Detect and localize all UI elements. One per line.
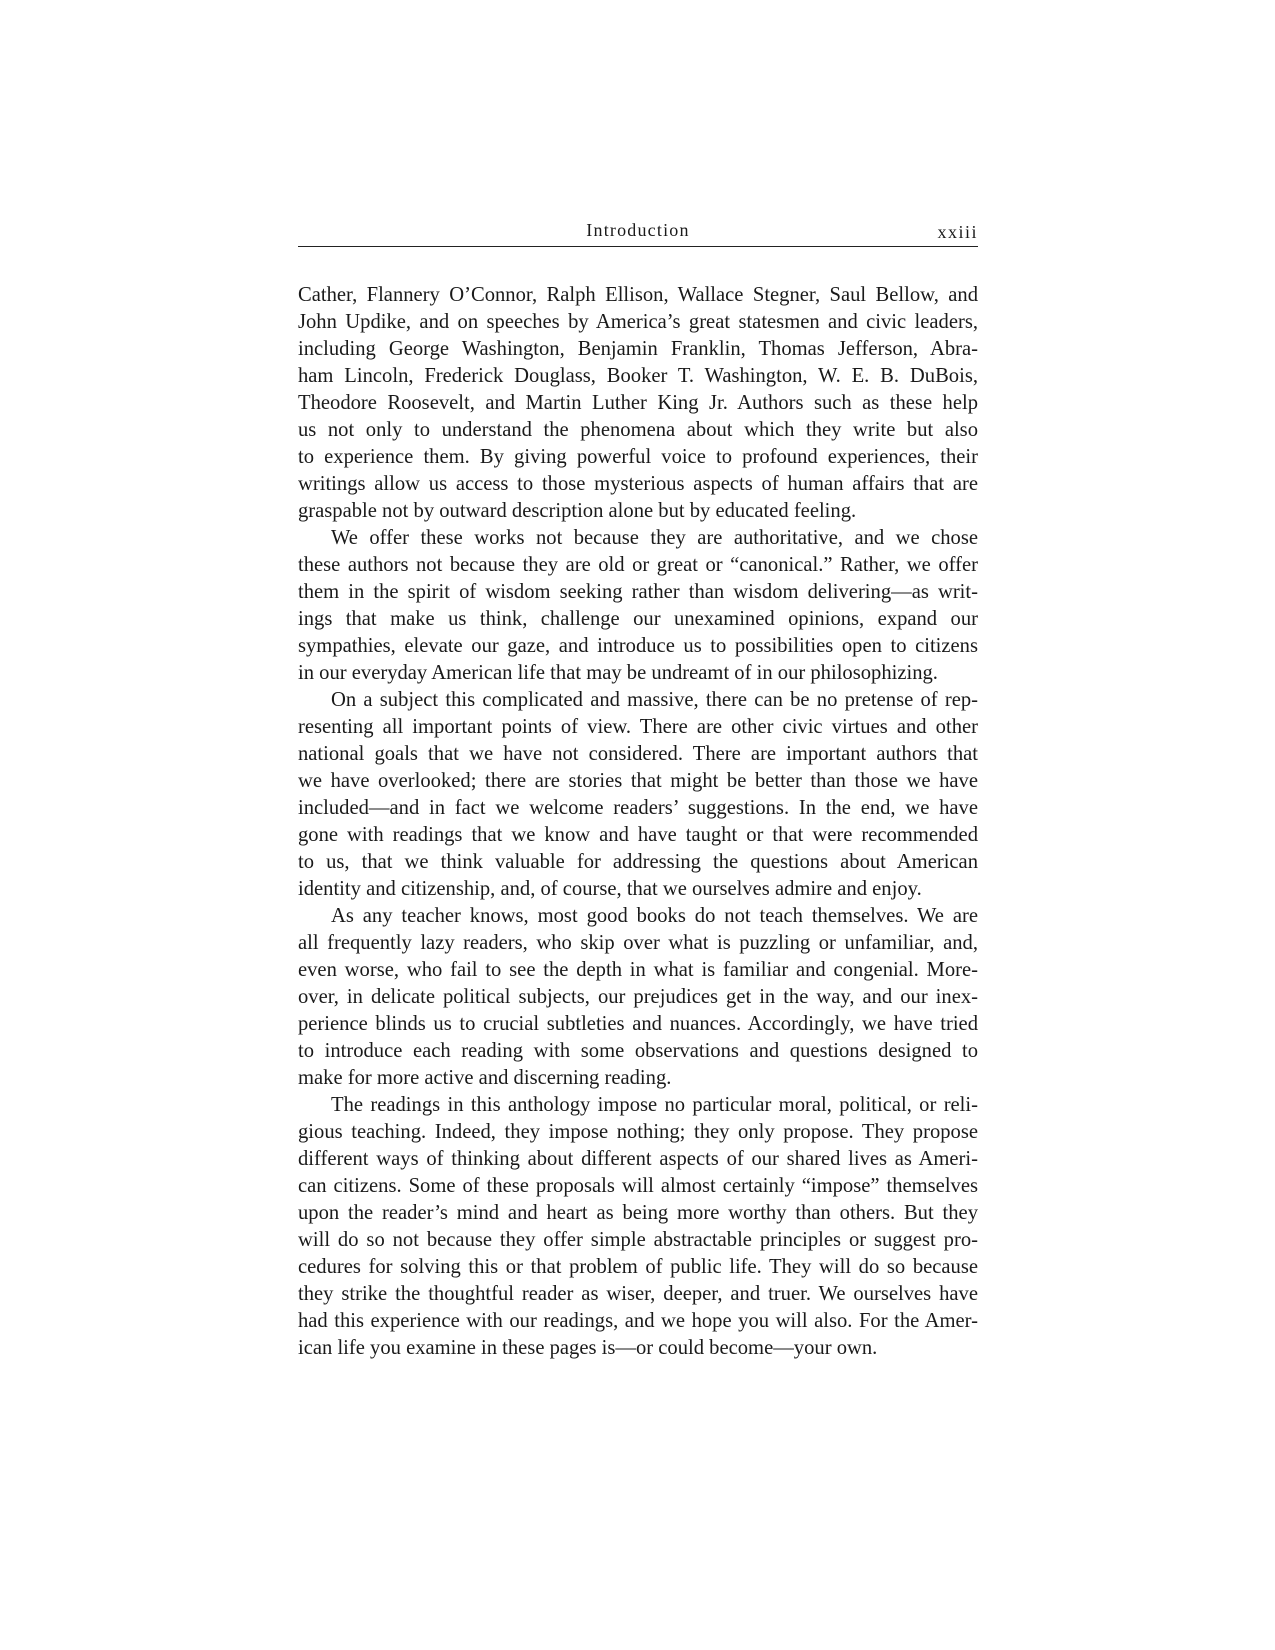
paragraph [298, 525, 978, 687]
text-line: We offer these works not because they are authoritative, and we chose [331, 527, 978, 549]
text-line: ham Lincoln, Frederick Douglass, Booker T. Washington, W. E. B. DuBois, [298, 365, 978, 387]
text-line: ican life you examine in these pages is—or could become—your own. [298, 1337, 878, 1359]
text-line: gious teaching. Indeed, they impose nothing; they only propose. They propose [298, 1121, 978, 1143]
running-head: Introduction [586, 220, 690, 240]
text-line: graspable not by outward description alone but by educated feeling. [298, 500, 857, 522]
text-line: make for more active and discerning reading. [298, 1067, 672, 1089]
paragraph [298, 903, 978, 1092]
text-line: national goals that we have not considered. There are important authors that [298, 743, 978, 765]
text-line: to introduce each reading with some observations and questions designed to [298, 1040, 978, 1062]
text-line: identity and citizenship, and, of course, that we ourselves admire and enjoy. [298, 878, 922, 900]
page-number: xxiii [937, 222, 978, 242]
text-line: will do so not because they offer simple abstractable principles or suggest pro- [298, 1229, 978, 1251]
text-line: to experience them. By giving powerful voice to profound experiences, their [298, 446, 978, 468]
text-line: Cather, Flannery O’Connor, Ralph Ellison, Wallace Stegner, Saul Bellow, and [298, 284, 978, 306]
text-line: these authors not because they are old or great or “canonical.” Rather, we offer [298, 554, 978, 576]
text-line: they strike the thoughtful reader as wiser, deeper, and truer. We ourselves have [298, 1283, 978, 1305]
text-line: had this experience with our readings, and we hope you will also. For the Amer- [298, 1310, 978, 1332]
text-line: included—and in fact we welcome readers’ suggestions. In the end, we have [298, 797, 978, 819]
paragraph [298, 1092, 978, 1362]
text-line: writings allow us access to those mysterious aspects of human affairs that are [298, 473, 978, 495]
text-line: perience blinds us to crucial subtleties and nuances. Accordingly, we have tried [298, 1013, 978, 1035]
text-line: On a subject this complicated and massive, there can be no pretense of rep- [331, 689, 978, 711]
text-line: ings that make us think, challenge our unexamined opinions, expand our [298, 608, 978, 630]
text-line: gone with readings that we know and have taught or that were recommended [298, 824, 978, 846]
text-line: we have overlooked; there are stories that might be better than those we have [298, 770, 978, 792]
text-line: As any teacher knows, most good books do not teach themselves. We are [331, 905, 978, 927]
text-line: resenting all important points of view. There are other civic virtues and other [298, 716, 978, 738]
text-line: over, in delicate political subjects, our prejudices get in the way, and our inex- [298, 986, 978, 1008]
text-line: all frequently lazy readers, who skip over what is puzzling or unfamiliar, and, [298, 932, 978, 954]
text-line: to us, that we think valuable for addressing the questions about American [298, 851, 978, 873]
body-text [298, 282, 978, 1362]
text-line: us not only to understand the phenomena about which they write but also [298, 419, 978, 441]
text-line: John Updike, and on speeches by America’s great statesmen and civic leaders, [298, 311, 978, 333]
text-line: including George Washington, Benjamin Franklin, Thomas Jefferson, Abra- [298, 338, 978, 360]
text-line: Theodore Roosevelt, and Martin Luther King Jr. Authors such as these help [298, 392, 978, 414]
paragraph [298, 687, 978, 903]
paragraph [298, 282, 978, 525]
text-line: in our everyday American life that may be undreamt of in our philosophizing. [298, 662, 938, 684]
text-line: cedures for solving this or that problem of public life. They will do so because [298, 1256, 978, 1278]
text-line: even worse, who fail to see the depth in what is familiar and congenial. More- [298, 959, 978, 981]
text-line: them in the spirit of wisdom seeking rather than wisdom delivering—as writ- [298, 581, 978, 603]
text-line: upon the reader’s mind and heart as being more worthy than others. But they [298, 1202, 978, 1224]
text-line: different ways of thinking about different aspects of our shared lives as Ameri- [298, 1148, 978, 1170]
page-header [298, 216, 978, 247]
text-line: sympathies, elevate our gaze, and introduce us to possibilities open to citizens [298, 635, 978, 657]
text-line: can citizens. Some of these proposals will almost certainly “impose” themselves [298, 1175, 978, 1197]
text-line: The readings in this anthology impose no particular moral, political, or reli- [331, 1094, 978, 1116]
